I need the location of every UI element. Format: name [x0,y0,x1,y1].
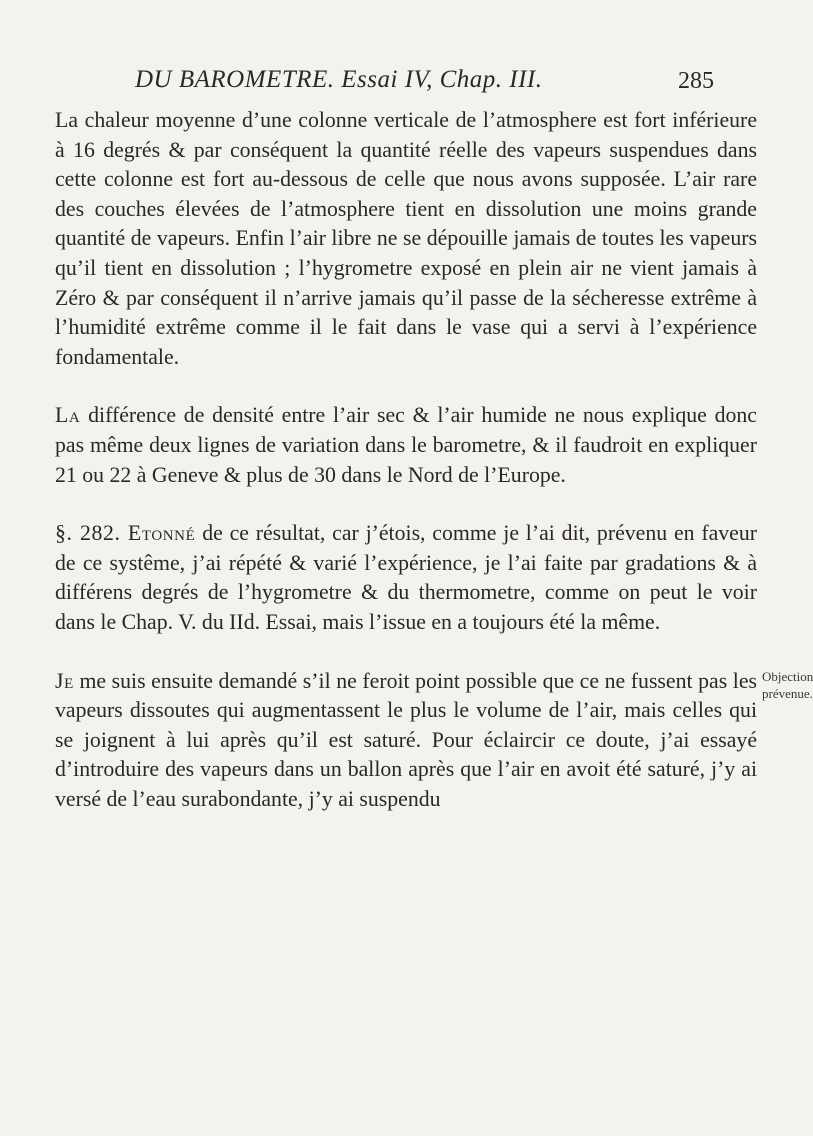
paragraph-3 [55,519,757,637]
paragraph-3-text: de ce résultat, car j’étois, comme je l’ai dit, prévenu en faveur de ce systême, j’ai répété & varié l’expérience, je l’ai faite par gradations & à différens degrés de l’hygrometre & du thermometre, comme on peut le voir dans le Chap. V. du IId. Essai, mais l’issue en a toujours été la même. [55,521,757,634]
paragraph-4 [55,667,757,815]
paragraph-1 [55,106,757,372]
body-text [55,106,757,814]
margin-note: Objection prévenue. [762,669,813,701]
paragraph-2-text: différence de densité entre l’air sec & l’air humide ne nous explique donc pas même deux lignes de variation dans le barometre, & il faudroit en expliquer 21 ou 22 à Geneve & plus de 30 dans le Nord de l’Europe. [55,403,757,487]
paragraph-4-text: me suis ensuite demandé s’il ne feroit point possible que ce ne fussent pas les vapeurs dissoutes qui augmentassent le plus le volume de l’air, mais celles qui se joignent à lui après qu’il est saturé. Pour éclaircir ce doute, j’ai essayé d’introduire des vapeurs dans un ballon après que l’air en avoit été saturé, j’y ai versé de l’eau surabondante, j’y ai suspendu [55,668,757,811]
page-number: 285 [678,68,714,94]
paragraph-3-lead: §. 282. Etonné [55,521,196,546]
paragraph-2-lead: La [55,403,81,428]
paragraph-1-text: La chaleur moyenne d’une colonne verticale de l’atmosphere est fort inférieure à 16 degrés & par conséquent la quantité réelle des vapeurs suspendues dans cette colonne est fort au-dessous de celle que nous avons supposée. L’air rare des couches élevées de l’atmosphere tient en dissolution une moins grande quantité de vapeurs. Enfin l’air libre ne se dépouille jamais de toutes les vapeurs qu’il tient en dissolution ; l’hygrometre exposé en plein air ne vient jamais à Zéro & par conséquent il n’arrive jamais qu’il passe de la sécheresse extrême à l’humidité extrême comme il le fait dans le vase qui a servi à l’expérience fondamentale. [55,108,757,369]
paragraph-2 [55,401,757,490]
page-header [0,66,800,106]
paragraph-4-lead: Je [55,668,74,693]
running-title: DU BAROMETRE. Essai IV, Chap. III. [135,66,543,93]
